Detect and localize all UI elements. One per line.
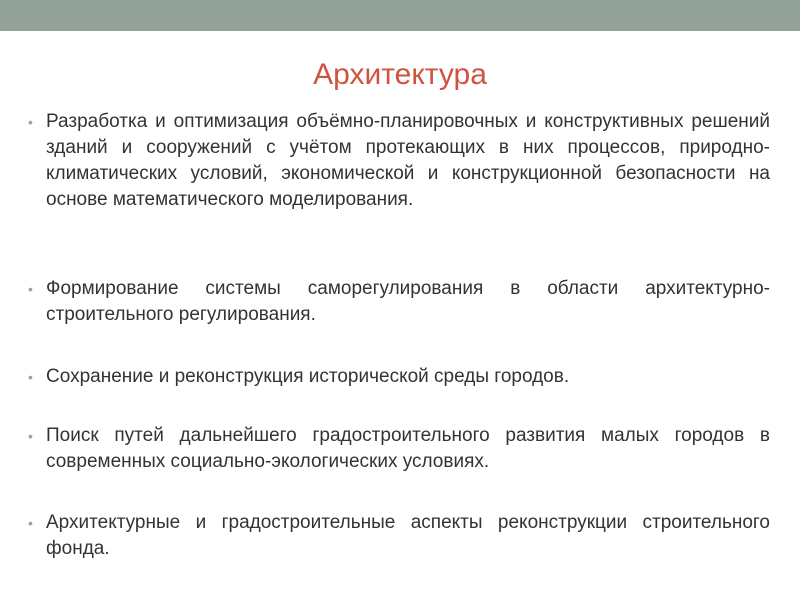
bullet-item bbox=[28, 423, 770, 475]
slide-title: Архитектура bbox=[313, 58, 487, 91]
bullet-icon: • bbox=[28, 281, 33, 297]
bullet-icon: • bbox=[28, 369, 33, 385]
bullet-text: Разработка и оптимизация объёмно-планировочных и конструктивных решений зданий и сооружений с учётом протекающих в них процессов, природно-климатических условий, экономической и конструкционной безопасности на основе математического моделирования. bbox=[46, 111, 770, 210]
bullet-text: Формирование системы саморегулирования в области архитектурно-строительного регулирования. bbox=[46, 278, 770, 325]
bullet-text: Архитектурные и градостроительные аспекты реконструкции строительного фонда. bbox=[46, 512, 770, 559]
bullet-item bbox=[28, 109, 770, 213]
bullet-item bbox=[28, 364, 770, 390]
bullet-text: Сохранение и реконструкция исторической среды городов. bbox=[46, 366, 570, 387]
bullet-icon: • bbox=[28, 428, 33, 444]
header-bar bbox=[0, 0, 800, 31]
bullet-icon: • bbox=[28, 114, 33, 130]
bullet-text: Поиск путей дальнейшего градостроительного развития малых городов в современных социально-экологических условиях. bbox=[46, 425, 770, 472]
bullet-item bbox=[28, 510, 770, 562]
bullet-icon: • bbox=[28, 515, 33, 531]
bullet-item bbox=[28, 276, 770, 328]
